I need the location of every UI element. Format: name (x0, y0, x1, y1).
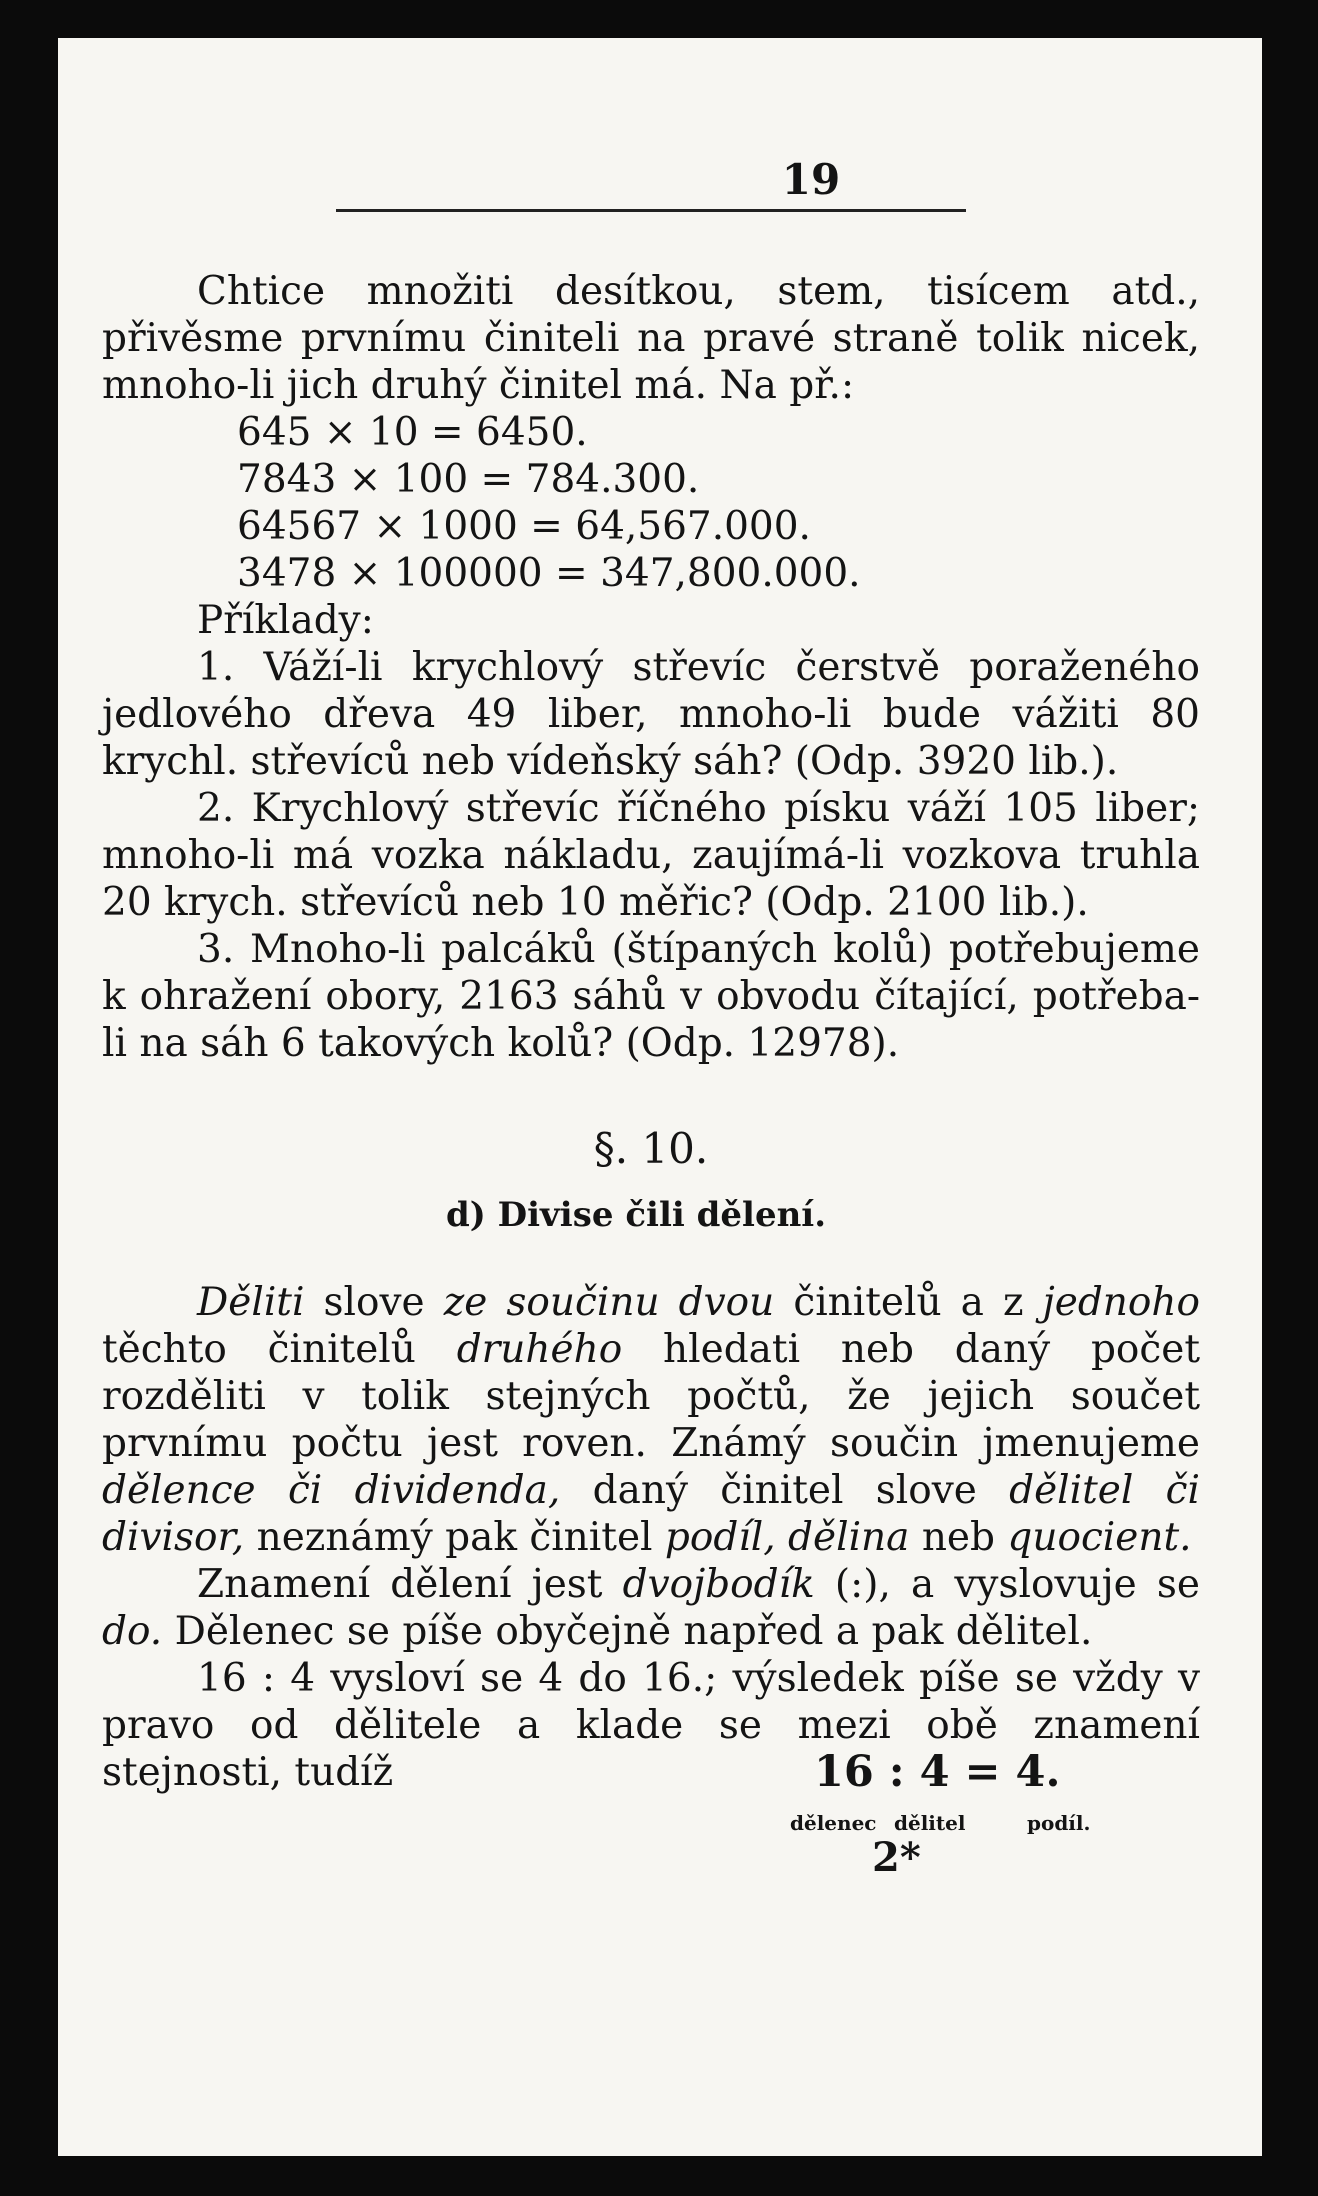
example-2: 2. Krychlový střevíc říčného písku váží 105 liber; mnoho-li má vozka nákladu, zaujímá-li vozkova truhla 20 krych. střevíců neb 10 měřic? (Odp. 2100 lib.). (102, 786, 1200, 925)
page-number: 19 (336, 156, 966, 212)
sign-paragraph: Znamení dělení jest dvojbodík (:), a vyslovuje se do. Dělenec se píše obyčejně napřed a pak dělitel. (102, 1562, 1200, 1654)
term: jednoho (1042, 1280, 1200, 1325)
example-1: 1. Váží-li krychlový střevíc čerstvě poraženého jedlového dřeva 49 liber, mnoho-li bude vážiti 80 krychl. střevíců neb vídeňský sáh? (Odp. 3920 lib.). (102, 645, 1200, 784)
term: druhého (456, 1327, 623, 1372)
term: ze součinu dvou (443, 1280, 775, 1325)
equation-line: 3478 × 100000 = 347,800.000. (237, 551, 861, 596)
formula-labels (102, 1796, 1200, 1836)
section-subheading: d) Divise čili dělení. (445, 1195, 827, 1235)
book-page (58, 38, 1262, 2156)
examples-heading: Příklady: (197, 598, 374, 643)
term: do. (102, 1609, 163, 1654)
term: dělence či dividenda, (102, 1468, 561, 1513)
label-dividend: dělenec (790, 1811, 877, 1835)
term: Děliti (197, 1280, 305, 1325)
term: podíl, dělina (664, 1515, 910, 1560)
term: dělitel či divisor, (102, 1468, 1200, 1560)
example-paragraph: 16 : 4 vysloví se 4 do 16.; výsledek píše se vždy v pravo od dělitele a klade se mezi obě znamení stejnosti, tudíž (102, 1656, 1200, 1795)
equation-line: 7843 × 100 = 784.300. (237, 457, 700, 502)
label-divisor: dělitel (894, 1811, 966, 1835)
division-formula: 16 : 4 = 4. (814, 1747, 1061, 1797)
example-paragraph-wrapper (102, 1655, 1200, 1796)
label-quotient: podíl. (1027, 1811, 1091, 1835)
example-3: 3. Mnoho-li palcáků (štípaných kolů) potřebujeme k ohražení obory, 2163 sáhů v obvodu čítající, potřeba-li na sáh 6 takových kolů? (Odp. 12978). (102, 927, 1200, 1066)
definition-paragraph: Děliti slove ze součinu dvou činitelů a z jednoho těchto činitelů druhého hledati neb daný počet rozděliti v tolik stejných počtů, že jejich součet prvnímu počtu jest roven. Známý součin jmenujeme dělence či dividenda, daný činitel slove dělitel či divisor, neznámý pak činitel podíl, dělina neb quocient. (102, 1280, 1200, 1560)
term: quocient. (1007, 1515, 1192, 1560)
section-number: §. 10. (593, 1124, 709, 1173)
equation-line: 645 × 10 = 6450. (237, 410, 588, 455)
signature-mark: 2* (872, 1834, 921, 1881)
equation-line: 64567 × 1000 = 64,567.000. (237, 504, 811, 549)
term: dvojbodík (622, 1562, 815, 1607)
intro-paragraph: Chtice množiti desítkou, stem, tisícem atd., přivěsme prvnímu činiteli na pravé straně tolik nicek, mnoho-li jich druhý činitel má. Na př.: (102, 269, 1200, 408)
